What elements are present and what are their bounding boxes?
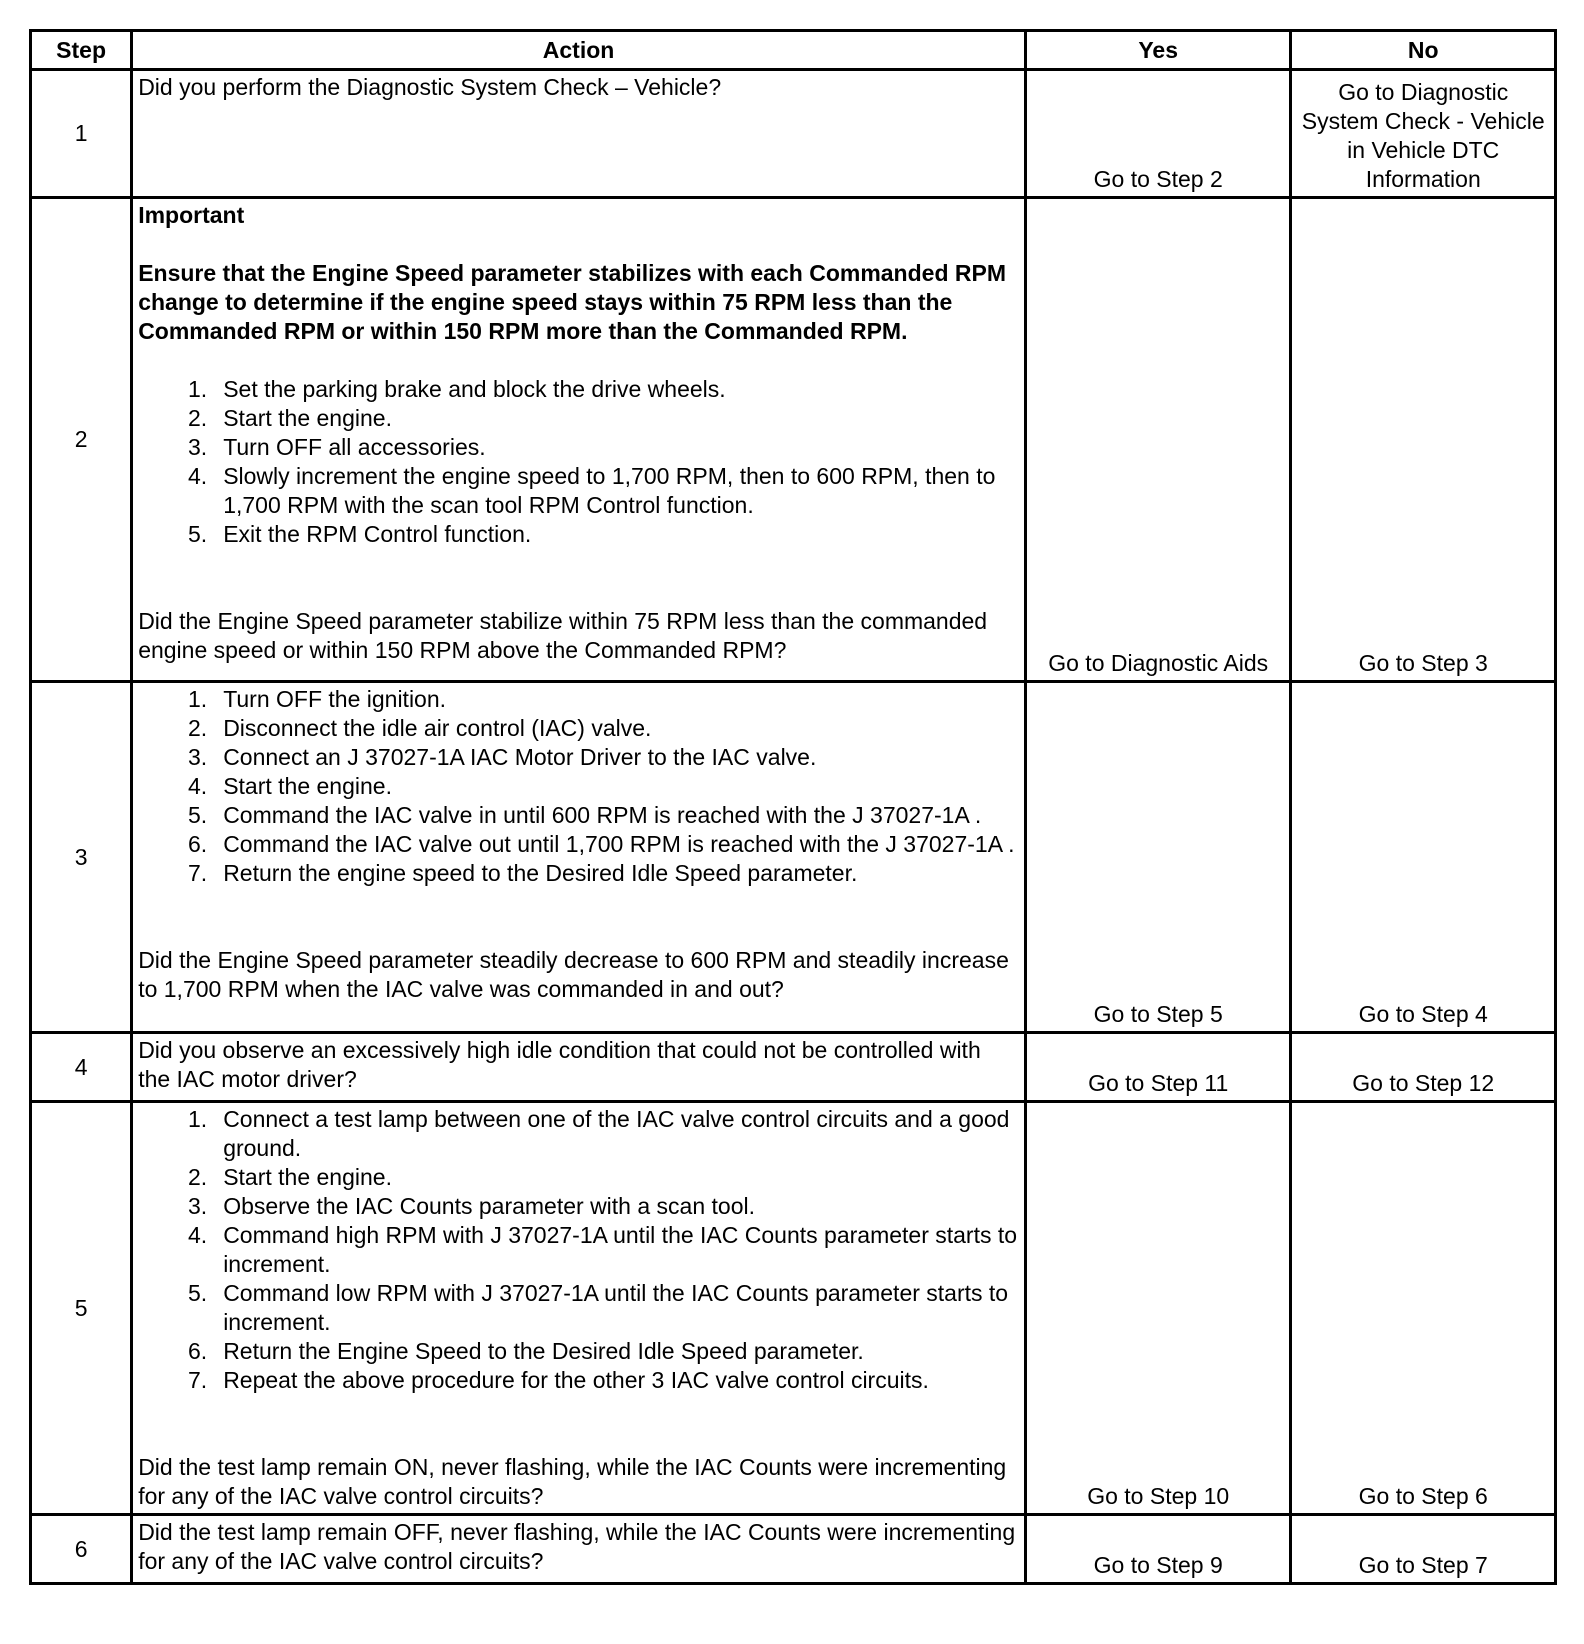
action-cell [132,1515,1026,1584]
list-item: 4. Command high RPM with J 37027-1A until the IAC Counts parameter starts to increment. [188,1222,1018,1277]
question-text: Did you perform the Diagnostic System Check – Vehicle? [138,74,722,100]
table-row [31,1033,1556,1102]
table-row [31,1102,1556,1515]
action-cell [132,198,1026,682]
header-no: No [1291,31,1556,70]
list-item: 7. Return the engine speed to the Desired Idle Speed parameter. [188,860,858,886]
header-step: Step [31,31,132,70]
list-item: 2. Start the engine. [188,405,392,431]
list-item: 7. Repeat the above procedure for the other 3 IAC valve control circuits. [188,1367,929,1393]
action-cell [132,1033,1026,1102]
no-cell: Go to Step 7 [1291,1515,1556,1584]
step-number: 6 [31,1515,132,1584]
header-yes: Yes [1025,31,1291,70]
step-number: 1 [31,70,132,198]
list-item: 4. Slowly increment the engine speed to 1,700 RPM, then to 600 RPM, then to 1,700 RPM with the scan tool RPM Control function. [188,463,996,518]
no-cell: Go to Step 12 [1291,1033,1556,1102]
step-number: 5 [31,1102,132,1515]
action-cell [132,682,1026,1033]
list-item: 5. Command the IAC valve in until 600 RPM is reached with the J 37027-1A . [188,802,982,828]
table-row [31,1515,1556,1584]
important-text: Ensure that the Engine Speed parameter stabilizes with each Commanded RPM change to determine if the engine speed stays within 75 RPM less than the Commanded RPM or within 150 RPM more than the Commanded RPM. [138,260,1006,344]
action-cell [132,1102,1026,1515]
list-item: 3. Observe the IAC Counts parameter with a scan tool. [188,1193,755,1219]
diagnostic-table [29,29,1557,1585]
yes-cell: Go to Step 2 [1025,70,1291,198]
list-item: 4. Start the engine. [188,773,392,799]
list-item: 5. Command low RPM with J 37027-1A until the IAC Counts parameter starts to increment. [188,1280,1009,1335]
action-cell [132,70,1026,198]
important-label: Important [138,202,245,228]
question-text: Did the test lamp remain OFF, never flashing, while the IAC Counts were incrementing for any of the IAC valve control circuits? [138,1519,1016,1574]
list-item: 3. Turn OFF all accessories. [188,434,486,460]
question-text: Did the Engine Speed parameter steadily decrease to 600 RPM and steadily increase to 1,700 RPM when the IAC valve was commanded in and out? [138,947,1009,1002]
step-number: 3 [31,682,132,1033]
no-cell: Go to Diagnostic System Check - Vehicle in Vehicle DTC Information [1291,70,1556,198]
yes-cell: Go to Step 5 [1025,682,1291,1033]
procedure-list [138,375,1019,549]
yes-cell: Go to Step 10 [1025,1102,1291,1515]
list-item: 1. Connect a test lamp between one of the IAC valve control circuits and a good ground. [188,1106,1010,1161]
list-item: 6. Command the IAC valve out until 1,700 RPM is reached with the J 37027-1A . [188,831,1015,857]
table-row [31,70,1556,198]
question-text: Did the Engine Speed parameter stabilize within 75 RPM less than the commanded engine speed or within 150 RPM above the Commanded RPM? [138,608,988,663]
question-text: Did the test lamp remain ON, never flashing, while the IAC Counts were incrementing for any of the IAC valve control circuits? [138,1454,1007,1509]
list-item: 1. Set the parking brake and block the drive wheels. [188,376,726,402]
no-cell: Go to Step 3 [1291,198,1556,682]
yes-cell: Go to Step 11 [1025,1033,1291,1102]
no-cell: Go to Step 4 [1291,682,1556,1033]
list-item: 1. Turn OFF the ignition. [188,686,447,712]
step-number: 4 [31,1033,132,1102]
yes-cell: Go to Step 9 [1025,1515,1291,1584]
table-row [31,198,1556,682]
header-action: Action [132,31,1026,70]
procedure-list [138,685,1019,888]
yes-cell: Go to Diagnostic Aids [1025,198,1291,682]
table-row [31,682,1556,1033]
question-text: Did you observe an excessively high idle condition that could not be controlled with the IAC motor driver? [138,1037,981,1092]
header-row [31,31,1556,70]
list-item: 2. Disconnect the idle air control (IAC) valve. [188,715,652,741]
list-item: 2. Start the engine. [188,1164,392,1190]
list-item: 5. Exit the RPM Control function. [188,521,532,547]
list-item: 6. Return the Engine Speed to the Desired Idle Speed parameter. [188,1338,864,1364]
procedure-list [138,1105,1019,1395]
list-item: 3. Connect an J 37027-1A IAC Motor Driver to the IAC valve. [188,744,817,770]
step-number: 2 [31,198,132,682]
no-cell: Go to Step 6 [1291,1102,1556,1515]
